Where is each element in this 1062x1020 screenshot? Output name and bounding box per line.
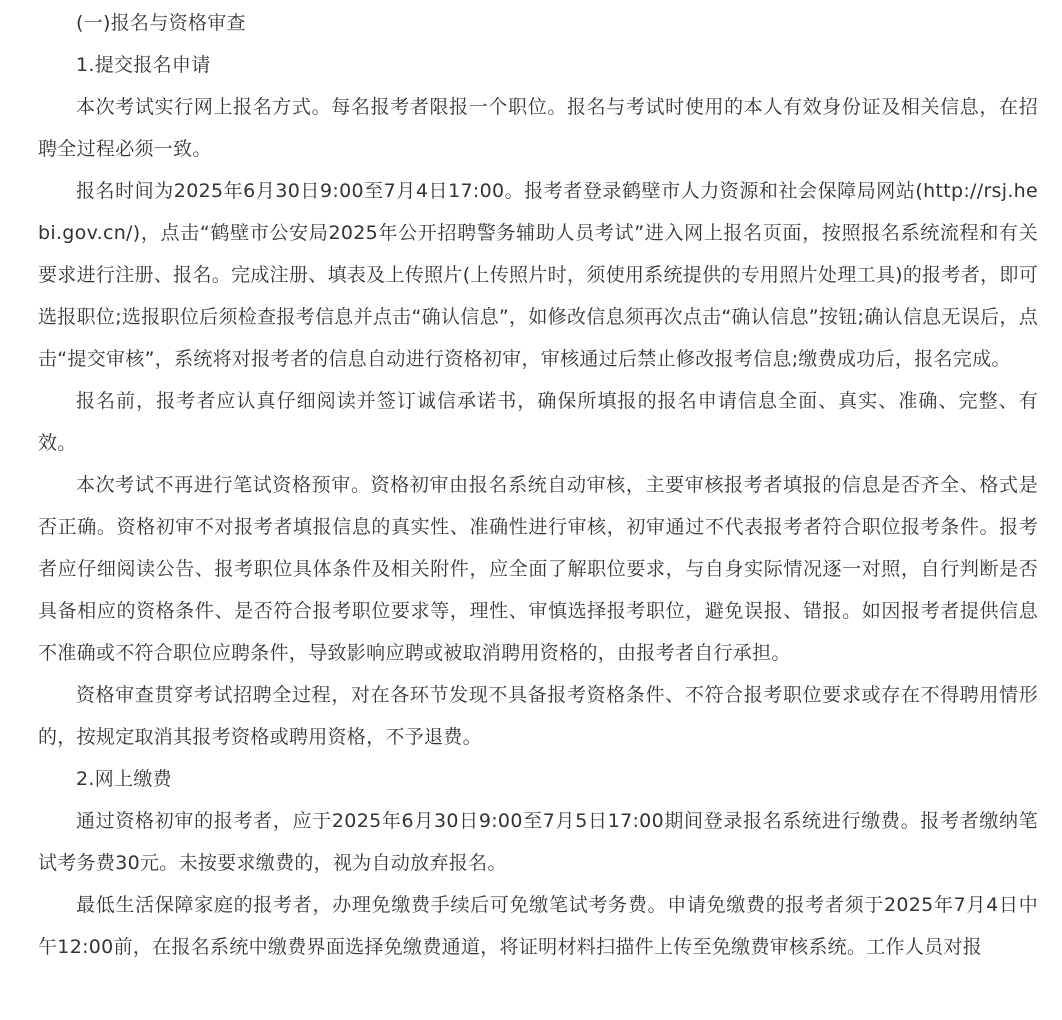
paragraph-payment: 通过资格初审的报考者，应于2025年6月30日9:00至7月5日17:00期间登录报名系统进行缴费。报考者缴纳笔试考务费30元。未按要求缴费的，视为自动放弃报名。 bbox=[38, 810, 1038, 874]
paragraph-integrity-pledge: 报名前，报考者应认真仔细阅读并签订诚信承诺书，确保所填报的报名申请信息全面、真实、准确、完整、有效。 bbox=[38, 390, 1038, 454]
paragraph-registration-time: 报名时间为2025年6月30日9:00至7月4日17:00。报考者登录鹤壁市人力资源和社会保障局网站(http://rsj.hebi.gov.cn/)，点击“鹤壁市公安局2025年公开招聘警务辅助人员考试”进入网上报名页面，按照报名系统流程和有关要求进行注册、报名。完成注册、填表及上传照片(上传照片时，须使用系统提供的专用照片处理工具)的报考者，即可选报职位;选报职位后须检查报考信息并点击“确认信息”，如修改信息须再次点击“确认信息”按钮;确认信息无误后，点击“提交审核”，系统将对报考者的信息自动进行资格初审，审核通过后禁止修改报考信息;缴费成功后，报名完成。 bbox=[38, 180, 1038, 370]
section-heading: (一)报名与资格审查 bbox=[76, 12, 246, 34]
paragraph-fee-waiver: 最低生活保障家庭的报考者，办理免缴费手续后可免缴笔试考务费。申请免缴费的报考者须于2025年7月4日中午12:00前，在报名系统中缴费界面选择免缴费通道，将证明材料扫描件上传至免缴费审核系统。工作人员对报 bbox=[38, 894, 1038, 958]
paragraph-preliminary-review: 本次考试不再进行笔试资格预审。资格初审由报名系统自动审核，主要审核报考者填报的信息是否齐全、格式是否正确。资格初审不对报考者填报信息的真实性、准确性进行审核，初审通过不代表报考者符合职位报考条件。报考者应仔细阅读公告、报考职位具体条件及相关附件，应全面了解职位要求，与自身实际情况逐一对照，自行判断是否具备相应的资格条件、是否符合报考职位要求等，理性、审慎选择报考职位，避免误报、错报。如因报考者提供信息不准确或不符合职位应聘条件，导致影响应聘或被取消聘用资格的，由报考者自行承担。 bbox=[38, 474, 1038, 664]
sub-heading-submit-application: 1.提交报名申请 bbox=[76, 54, 211, 76]
paragraph-registration-method: 本次考试实行网上报名方式。每名报考者限报一个职位。报名与考试时使用的本人有效身份证及相关信息，在招聘全过程必须一致。 bbox=[38, 96, 1038, 160]
sub-heading-online-payment: 2.网上缴费 bbox=[76, 768, 172, 790]
paragraph-qualification-review: 资格审查贯穿考试招聘全过程，对在各环节发现不具备报考资格条件、不符合报考职位要求或存在不得聘用情形的，按规定取消其报考资格或聘用资格，不予退费。 bbox=[38, 684, 1038, 748]
article-body bbox=[38, 0, 1038, 968]
